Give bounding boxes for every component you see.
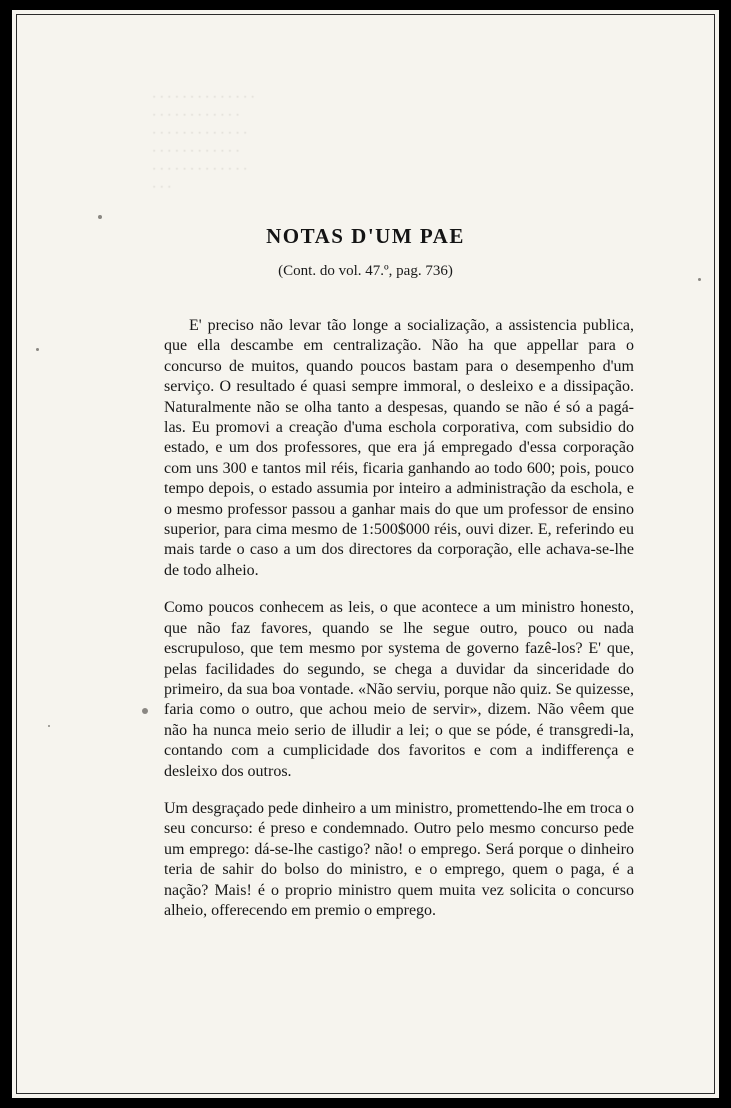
paragraph-1: E' preciso não levar tão longe a socialização, a assistencia publica, que ella descambe em centralização. Não ha que appellar para o concurso de muitos, quando poucos bastam para o desempenho d'um serviço. O resultado é quasi sempre immoral, o desleixo e a dissipação. Naturalmente não se olha tanto a despesas, quando se não é só a pagá-las. Eu promovi a creação d'uma eschola corporativa, com subsidio do estado, e um dos professores, que era já empregado d'essa corporação com uns 300 e tantos mil réis, ficaria ganhando ao todo 600; pois, pouco tempo depois, o estado assumia por inteiro a administração da eschola, e o mesmo professor passou a ganhar mais do que um professor de ensino superior, para cima mesmo de 1:500$000 réis, ouvi dizer. E, referindo eu mais tarde o caso a um dos directores da corporação, elle achava-se-lhe de todo alheio.	[164, 317, 634, 579]
paragraph-2: Como poucos conhecem as leis, o que acontece a um ministro honesto, que não faz favores, quando se lhe segue outro, pouco ou nada escrupuloso, que tem mesmo por systema de governo fazê-los? E' que, pelas facilidades do segundo, se chega a duvidar da sinceridade do primeiro, da sua boa vontade. «Não serviu, porque não quiz. Se quizesse, faria como o outro, que achou meio de servir», dizem. Não vêem que não ha nunca meio serio de illudir a lei; o que se póde, é transgredi-la, contando com a cumplicidade dos favoritos e com a indifferença e desleixo dos outros.	[164, 599, 634, 780]
ink-speck	[142, 708, 148, 714]
show-through-text: · · · · · · · · · · · · · · · · · · · · · · · · · · · · · · · · · · · · · · · · · · · · · · · · · · · · · · · · · · · · · · · · · · ·	[152, 89, 255, 194]
page-title: NOTAS D'UM PAE	[266, 224, 465, 248]
ink-speck	[48, 725, 50, 727]
page-subtitle: (Cont. do vol. 47.º, pag. 736)	[278, 263, 453, 279]
ink-speck	[36, 348, 39, 351]
ink-speck	[98, 215, 102, 219]
ink-speck	[698, 278, 701, 281]
paragraph-3: Um desgraçado pede dinheiro a um ministro, promettendo-lhe em troca o seu concurso: é preso e condemnado. Outro pelo mesmo concurso pede um emprego: dá-se-lhe castigo? não! o emprego. Será porque o dinheiro teria de sahir do bolso do ministro, e o emprego, quem o paga, é a nação? Mais! é o proprio ministro quem muita vez solicita o concurso alheio, offerecendo em premio o emprego.	[164, 799, 634, 919]
article-body	[164, 316, 634, 938]
scanned-page	[12, 10, 719, 1098]
